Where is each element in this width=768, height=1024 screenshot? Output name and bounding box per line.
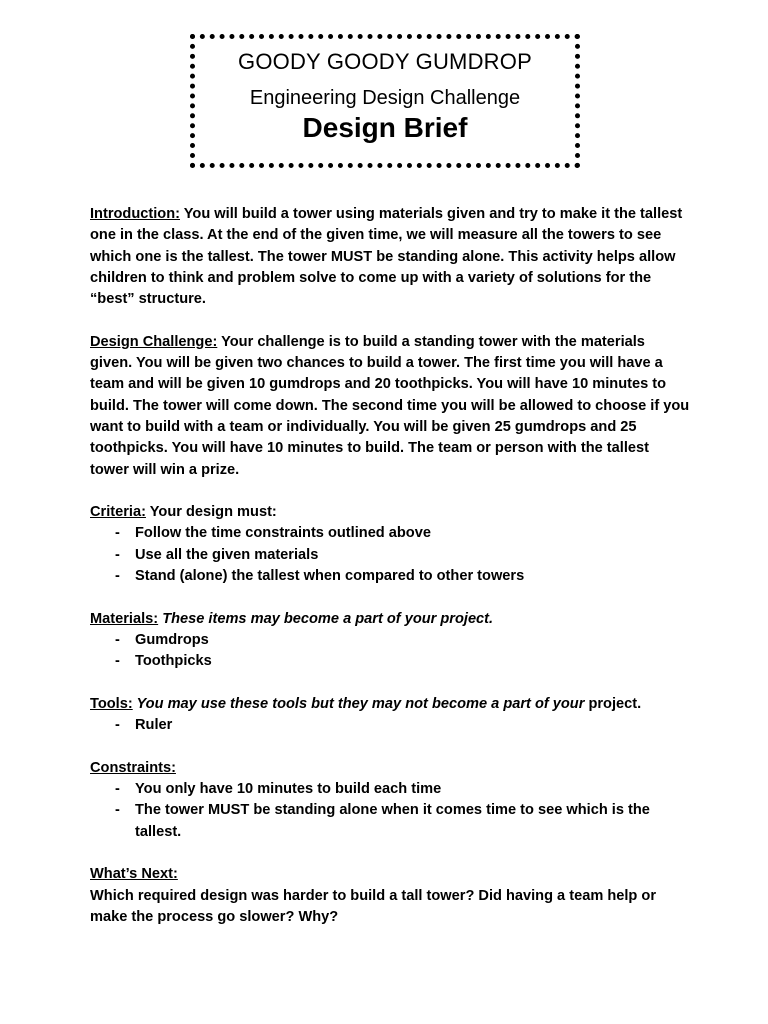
document-heading: Design Brief (302, 112, 468, 143)
document-body (90, 204, 690, 928)
whats-next-text: Which required design was harder to build a tall tower? Did having a team help or make the process go slower? Why? (90, 887, 656, 925)
design-challenge-section (90, 332, 690, 481)
introduction-section (90, 204, 690, 310)
tools-section (90, 694, 690, 715)
document-subtitle: Engineering Design Challenge (249, 87, 521, 109)
list-item: - Ruler (90, 715, 690, 736)
materials-text: These items may become a part of your project. (158, 610, 494, 627)
design-challenge-text: Your challenge is to build a standing tower with the materials given. You will be given two chances to build a tower. The first time you will have a team and will be given 10 gumdrops and 20 toothpicks. You will have 10 minutes to build. The tower will come down. The second time you will be allowed to choose if you want to build with a team or individually. You will be given 25 gumdrops and 25 toothpicks. You will have 10 minutes to build. The team or person with the tallest tower will win a prize. (90, 333, 690, 478)
title-box (190, 34, 580, 168)
list-item: - You only have 10 minutes to build each time (90, 779, 690, 800)
introduction-label: Introduction: (90, 206, 180, 222)
criteria-section (90, 502, 690, 523)
whats-next-section (90, 864, 690, 885)
criteria-label: Criteria: (90, 504, 146, 521)
materials-label: Materials: (90, 610, 159, 627)
materials-list (90, 630, 690, 673)
introduction-text: You will build a tower using materials given and try to make it the tallest one in the class. At the end of the given time, we will measure all the towers to see which one is the tallest. The tower MUST be standing alone. This activity helps allow children to think and problem solve to come up with a variety of solutions for the “best” structure. (90, 206, 683, 308)
list-item: - Follow the time constraints outlined above (90, 523, 690, 544)
constraints-label: Constraints: (90, 759, 176, 776)
list-item: - Toothpicks (90, 651, 690, 672)
design-challenge-label: Design Challenge: (90, 333, 218, 350)
tools-text-end: project. (584, 695, 642, 712)
tools-text: You may use these tools but they may not become a part of your (132, 695, 585, 712)
whats-next-label: What’s Next: (90, 866, 178, 883)
tools-label: Tools: (90, 695, 133, 712)
constraints-list (90, 779, 690, 843)
document-title: GOODY GOODY GUMDROP (238, 49, 532, 74)
list-item: - The tower MUST be standing alone when it comes time to see which is the tallest. (90, 800, 690, 843)
criteria-text: Your design must: (145, 504, 277, 521)
list-item: - Use all the given materials (90, 545, 690, 566)
tools-list (90, 715, 690, 736)
criteria-list (90, 523, 690, 587)
list-item: - Stand (alone) the tallest when compared to other towers (90, 566, 690, 587)
constraints-section (90, 758, 690, 779)
materials-section (90, 609, 690, 630)
list-item: - Gumdrops (90, 630, 690, 651)
